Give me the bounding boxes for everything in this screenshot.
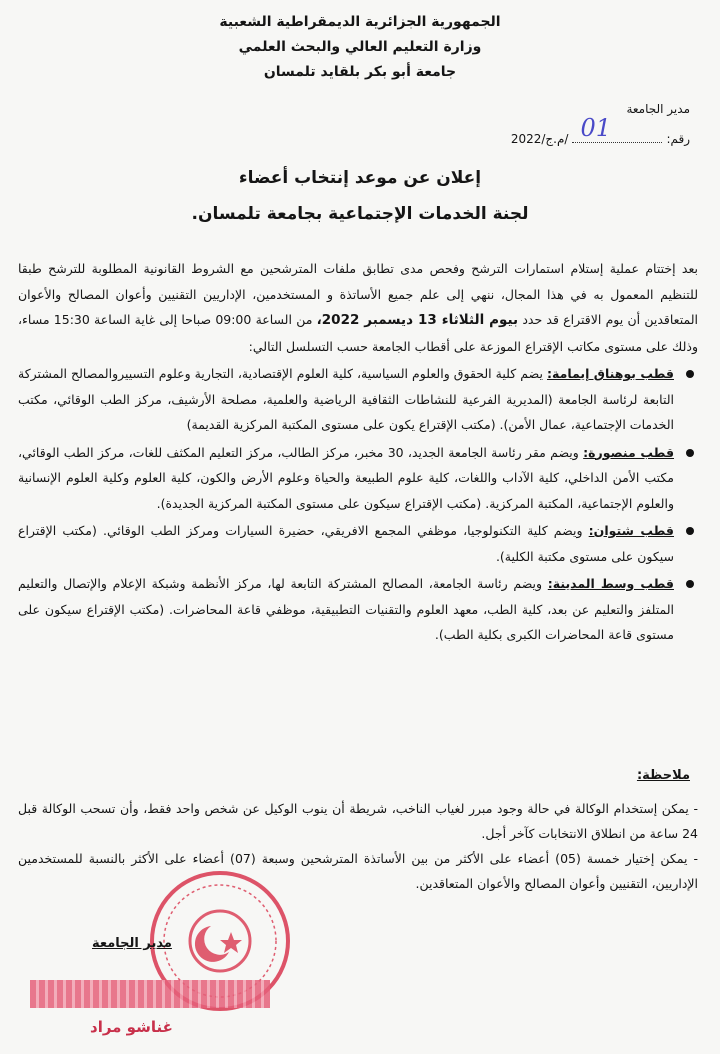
name-stamp: [30, 980, 270, 1008]
intro-text-2: من الساعة 09:00 صباحا إلى غاية الساعة 15:30 مساء، وذلك على مستوى مكاتب الإقتراع الموزعة على أقطاب الجامعة حسب التسلسل التالي:: [18, 312, 698, 354]
title-line-1: إعلان عن موعد إنتخاب أعضاء: [238, 168, 482, 188]
bullet-icon: [686, 449, 694, 457]
election-date: بيوم الثلاثاء 13 ديسمبر 2022،: [316, 312, 519, 328]
list-item: [18, 361, 674, 438]
note-item: - يمكن إستخدام الوكالة في حالة وجود مبرر لغياب الناخب، شريطة أن ينوب الوكيل عن شخص واحد فقط، وأن تسحب الوكالة قبل 24 ساعة من انطلاق الانتخابات كآخر أجل.: [18, 801, 698, 841]
list-item: [18, 440, 674, 517]
reference-number: [510, 114, 690, 146]
pole-description: ويضم مقر رئاسة الجامعة الجديد، 30 مخبر، مركز الطالب، مركز التعليم المكثف للغات، مركز الطب الوقائي، مكتب الأمن الداخلي، كلية الآداب واللغات، كلية علوم الطبيعة والحياة وعلوم الأرض والكون، كلية العلوم وكلية العلوم الإنسانية والعلوم الإجتماعية، المكتبة المركزية. (مكتب الإقتراع سيكون على مستوى المكتبة المركزية الجديدة).: [18, 444, 674, 511]
pole-name: قطب وسط المدينة:: [547, 576, 674, 591]
document-title: [0, 160, 720, 232]
ref-prefix: رقم:: [666, 132, 690, 146]
notes-section: [18, 796, 698, 896]
pole-name: قطب منصورة:: [583, 444, 675, 460]
pole-name: قطب بوهناق إيمامة:: [547, 366, 674, 381]
intro-text-1: بعد إختتام عملية إستلام استمارات الترشح وفحص مدى تطابق ملفات المترشحين مع الشروط القانونية المطلوبة للترشح طبقا للتنظيم المعمول به في هذا المجال، ننهي إلى علم جميع الأساتذة و المستخدمين، الإداريين التقنيين وأعوان المصالح والأعوان المتعاقدين أن يوم الاقتراع قد حدد: [18, 261, 698, 327]
ref-dotted-line: [572, 114, 662, 143]
university-name: جامعة أبو بكر بلقايد تلمسان: [263, 64, 457, 80]
list-item: [18, 571, 674, 648]
issuing-office: مدير الجامعة: [626, 102, 690, 116]
pole-name: قطب شتوان:: [588, 523, 674, 538]
signatory-name: غناشو مراد: [90, 1018, 173, 1036]
pole-description: ويضم رئاسة الجامعة، المصالح المشتركة التابعة لها، مركز الأنظمة وشبكة الإعلام والإتصال والتعليم المتلفز والتعليم عن بعد، كلية الطب، معهد العلوم والتقنيات التطبيقية، موظفي قاعة المحاضرات. (مكتب الإقتراع سيكون على مستوى قاعة المحاضرات الكبرى بكلية الطب).: [18, 576, 674, 642]
list-item: [18, 518, 674, 569]
announcement-body: [18, 256, 698, 648]
signatory-title: مدير الجامعة: [92, 936, 172, 951]
bullet-icon: [686, 580, 694, 588]
pole-description: يضم كلية الحقوق والعلوم السياسية، كلية العلوم الإقتصادية، التجارية وعلوم التسييروالمصالح المشتركة التابعة لرئاسة الجامعة (المديرية الفرعية للنشاطات الثقافية الرياضية والعلمية، مصلحة الأرشيف، مركز الطب الوقائي، مكتب الخدمات الإجتماعية، عمال الأمن). (مكتب الإقتراع يكون على مستوى المكتبة المركزية القديمة): [18, 366, 674, 432]
ministry-name: وزارة التعليم العالي والبحث العلمي: [238, 39, 482, 55]
bullet-icon: [686, 370, 694, 378]
notes-heading: ملاحظة:: [636, 768, 690, 783]
bullet-icon: [686, 527, 694, 535]
ref-handwritten-number: 01: [580, 114, 611, 142]
ref-suffix: /م.ج/2022: [510, 132, 569, 146]
title-line-2: لجنة الخدمات الإجتماعية بجامعة تلمسان.: [191, 204, 529, 224]
intro-paragraph: [18, 256, 698, 359]
republic-name: الجمهورية الجزائرية الديمقراطية الشعبية: [219, 14, 501, 30]
poles-list: [18, 361, 698, 648]
letterhead: [0, 10, 720, 85]
note-item: - يمكن إختيار خمسة (05) أعضاء على الأكثر من بين الأساتذة المترشحين وسبعة (07) أعضاء على الأكثر بالنسبة للمستخدمين الإداريين، التقنيين وأعوان المصالح والأعوان المتعاقدين.: [18, 851, 699, 891]
pole-description: ويضم كلية التكنولوجيا، موظفي المجمع الافريقي، حضيرة السيارات ومركز الطب الوقائي. (مكتب الإقتراع سيكون على مستوى مكتبة الكلية).: [18, 523, 674, 564]
